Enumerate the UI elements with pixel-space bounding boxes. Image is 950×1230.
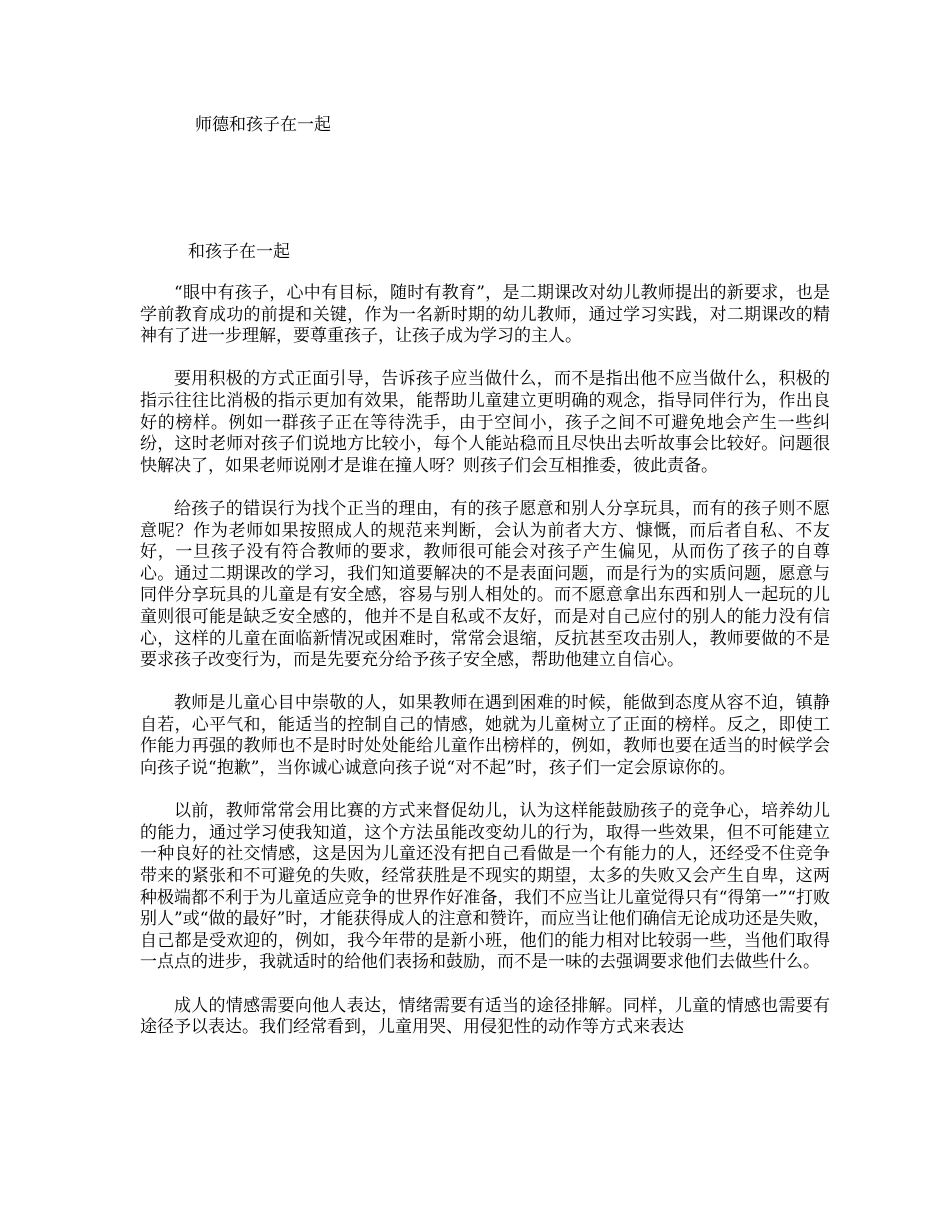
paragraph: 教师是儿童心目中崇敬的人，如果教师在遇到困难的时候，能做到态度从容不迫，镇静自若，心平气和，能适当的控制自己的情感，她就为儿童树立了正面的榜样。反之，即使工作能力再强的教师也不是时时处处能给儿童作出榜样的，例如，教师也要在适当的时候学会向孩子说“抱歉”，当你诚心诚意向孩子说“对不起”时，孩子们一定会原谅你的。 xyxy=(140,693,830,779)
document-body xyxy=(140,283,830,1060)
section-title: 和孩子在一起 xyxy=(188,242,290,262)
paragraph: 成人的情感需要向他人表达，情绪需要有适当的途径排解。同样，儿童的情感也需要有途径予以表达。我们经常看到，儿童用哭、用侵犯性的动作等方式来表达 xyxy=(140,995,830,1038)
document-title: 师德和孩子在一起 xyxy=(195,115,331,135)
paragraph: “眼中有孩子，心中有目标，随时有教育”，是二期课改对幼儿教师提出的新要求，也是学前教育成功的前提和关键，作为一名新时期的幼儿教师，通过学习实践，对二期课改的精神有了进一步理解，要尊重孩子，让孩子成为学习的主人。 xyxy=(140,283,830,347)
paragraph: 以前，教师常常会用比赛的方式来督促幼儿，认为这样能鼓励孩子的竞争心，培养幼儿的能力，通过学习使我知道，这个方法虽能改变幼儿的行为，取得一些效果，但不可能建立一种良好的社交情感，这是因为儿童还没有把自己看做是一个有能力的人，还经受不住竞争带来的紧张和不可避免的失败，经常获胜是不现实的期望，太多的失败又会产生自卑，这两种极端都不利于为儿童适应竞争的世界作好准备，我们不应当让儿童觉得只有“得第一”“打败别人”或“做的最好”时，才能获得成人的注意和赞许，而应当让他们确信无论成功还是失败，自己都是受欢迎的，例如，我今年带的是新小班，他们的能力相对比较弱一些，当他们取得一点点的进步，我就适时的给他们表扬和鼓励，而不是一味的去强调要求他们去做些什么。 xyxy=(140,801,830,973)
paragraph: 要用积极的方式正面引导，告诉孩子应当做什么，而不是指出他不应当做什么，积极的指示往往比消极的指示更加有效果，能帮助儿童建立更明确的观念，指导同伴行为，作出良好的榜样。例如一群孩子正在等待洗手，由于空间小，孩子之间不可避免地会产生一些纠纷，这时老师对孩子们说地方比较小，每个人能站稳而且尽快出去听故事会比较好。问题很快解决了，如果老师说刚才是谁在撞人呀？则孩子们会互相推委，彼此责备。 xyxy=(140,369,830,476)
paragraph: 给孩子的错误行为找个正当的理由，有的孩子愿意和别人分享玩具，而有的孩子则不愿意呢？作为老师如果按照成人的规范来判断，会认为前者大方、慷慨，而后者自私、不友好，一旦孩子没有符合教师的要求，教师很可能会对孩子产生偏见，从而伤了孩子的自尊心。通过二期课改的学习，我们知道要解决的不是表面问题，而是行为的实质问题，愿意与同伴分享玩具的儿童是有安全感，容易与别人相处的。而不愿意拿出东西和别人一起玩的儿童则很可能是缺乏安全感的，他并不是自私或不友好，而是对自己应付的别人的能力没有信心，这样的儿童在面临新情况或困难时，常常会退缩，反抗甚至攻击别人，教师要做的不是要求孩子改变行为，而是先要充分给予孩子安全感，帮助他建立自信心。 xyxy=(140,498,830,671)
